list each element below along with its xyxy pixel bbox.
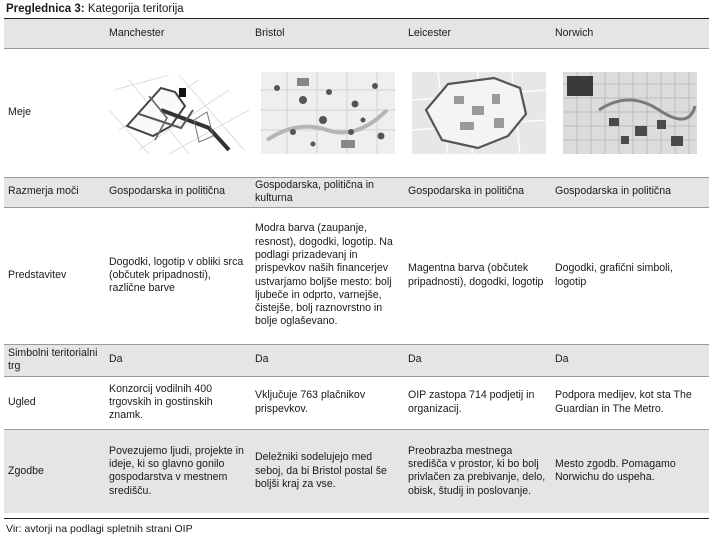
row-label: Predstavitev <box>4 207 105 344</box>
manchester-map-image <box>109 70 251 156</box>
row-zgodbe <box>4 429 709 513</box>
cell-norwich: Dogodki, grafični simboli, logotip <box>551 207 709 344</box>
cell-leicester: Da <box>404 344 551 376</box>
norwich-map-cell <box>551 48 709 177</box>
row-simbolni-teritorialni-trg <box>4 344 709 376</box>
cell-norwich: Da <box>551 344 709 376</box>
row-label: Zgodbe <box>4 429 105 513</box>
bristol-map-image <box>257 70 399 156</box>
row-label: Ugled <box>4 376 105 429</box>
header-empty <box>4 19 105 48</box>
cell-norwich: Gospodarska in politična <box>551 177 709 207</box>
norwich-map-image <box>559 70 701 156</box>
cell-manchester: Povezujemo ljudi, projekte in ideje, ki so glavno gonilo gospodarstva v mestnem središču. <box>105 429 251 513</box>
cell-leicester: Magentna barva (občutek pripadnosti), dogodki, logotip <box>404 207 551 344</box>
cell-bristol: Deležniki sodelujejo med seboj, da bi Bristol postal še boljši kraj za vse. <box>251 429 404 513</box>
header-leicester: Leicester <box>404 19 551 48</box>
row-label: Simbolni teritorialni trg <box>4 344 105 376</box>
table-caption <box>6 3 184 15</box>
leicester-map-image <box>408 70 550 156</box>
header-manchester: Manchester <box>105 19 251 48</box>
row-ugled <box>4 376 709 429</box>
header-row <box>4 19 709 48</box>
cell-leicester: OIP zastopa 714 podjetij in organizacij. <box>404 376 551 429</box>
source-note: Vir: avtorji na podlagi spletnih strani OIP <box>6 523 193 535</box>
manchester-map-cell <box>105 48 251 177</box>
header-norwich: Norwich <box>551 19 709 48</box>
territory-category-table <box>4 19 709 513</box>
row-label: Meje <box>4 48 105 177</box>
cell-manchester: Konzorcij vodilnih 400 trgovskih in gostinskih znamk. <box>105 376 251 429</box>
cell-manchester: Da <box>105 344 251 376</box>
cell-bristol: Da <box>251 344 404 376</box>
cell-norwich: Podpora medijev, kot sta The Guardian in The Metro. <box>551 376 709 429</box>
bottom-rule <box>4 518 709 519</box>
row-razmerja-moci <box>4 177 709 207</box>
cell-manchester: Dogodki, logotip v obliki srca (občutek pripadnosti), različne barve <box>105 207 251 344</box>
row-meje <box>4 48 709 177</box>
cell-norwich: Mesto zgodb. Pomagamo Norwichu do uspeha. <box>551 429 709 513</box>
cell-leicester: Gospodarska in politična <box>404 177 551 207</box>
row-predstavitev <box>4 207 709 344</box>
cell-manchester: Gospodarska in politična <box>105 177 251 207</box>
leicester-map-cell <box>404 48 551 177</box>
cell-bristol: Gospodarska, politična in kulturna <box>251 177 404 207</box>
cell-leicester: Preobrazba mestnega središča v prostor, ki bo bolj privlačen za prebivanje, delo, obisk, študij in poslovanje. <box>404 429 551 513</box>
bristol-map-cell <box>251 48 404 177</box>
caption-text: Kategorija teritorija <box>84 3 184 15</box>
cell-bristol: Vključuje 763 plačnikov prispevkov. <box>251 376 404 429</box>
header-bristol: Bristol <box>251 19 404 48</box>
caption-label: Preglednica 3: <box>6 3 85 15</box>
cell-bristol: Modra barva (zaupanje, resnost), dogodki, logotip. Na podlagi prizadevanj in prispevkov naših financerjev ustvarjamo boljše mesto: bolj ljubeče in odprto, varnejše, čistejše, bolj raznovrstno in bolje oglaševano. <box>251 207 404 344</box>
row-label: Razmerja moči <box>4 177 105 207</box>
